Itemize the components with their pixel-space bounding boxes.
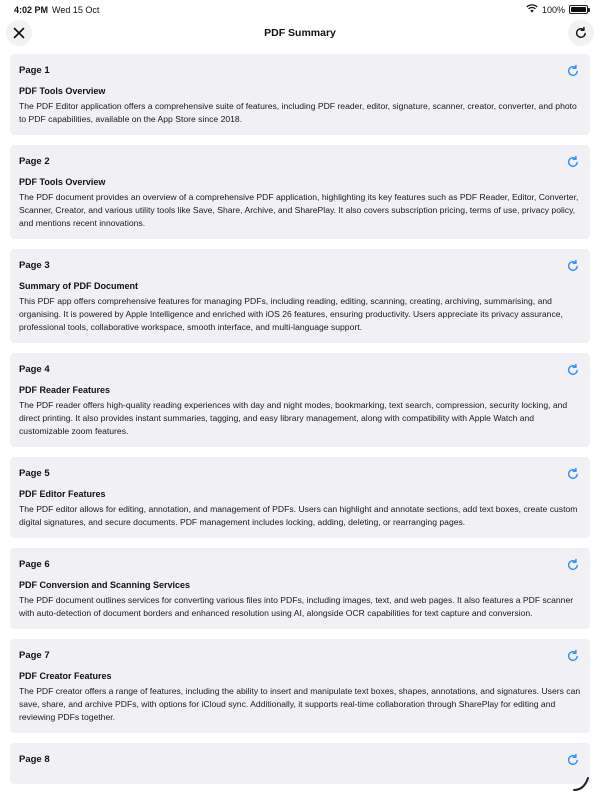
summary-title: PDF Reader Features [19,385,111,395]
page-title: PDF Summary [264,27,336,39]
page-label: Page 8 [19,754,50,765]
summary-title: PDF Conversion and Scanning Services [19,580,191,590]
regenerate-icon[interactable] [566,259,580,273]
summary-text: The PDF document provides an overview of a comprehensive PDF application, highlighting its key features such as PDF Reader, Editor, Converter, Scanner, Creator, and various utility tools like Save, Share, Archive, and SharePlay. It also covers subscription pricing, terms of use, privacy policy, and mentions recent innovations. [19,192,579,228]
page-summary-card [10,54,590,135]
summary-text: This PDF app offers comprehensive features for managing PDFs, including reading, editing, scanning, creating, archiving, summarising, and organising. It is powered by Apple Intelligence and enriched with iOS 26 features, ensuring productivity. Users appreciate its privacy assurance, professional tools, collaborative workspace, smooth interface, and multi-language support. [19,296,563,332]
refresh-icon [574,26,588,40]
summary-title: PDF Editor Features [19,489,106,499]
page-label: Page 3 [19,260,50,271]
status-date: Wed 15 Oct [52,5,100,15]
summary-title: Summary of PDF Document [19,281,139,291]
status-time: 4:02 PM [14,5,49,15]
page-summary-card [10,145,590,239]
regenerate-icon[interactable] [566,155,580,169]
regenerate-icon[interactable] [566,649,580,663]
summary-text: The PDF document outlines services for converting various files into PDFs, including images, text, and web pages. It also features a PDF scanner with auto-detection of document borders and enhanced resolution using AI, alongside OCR capabilities for text capture and conversion. [19,595,574,618]
battery-icon [569,5,588,14]
battery-level [571,7,586,12]
status-indicators [526,4,588,15]
page-summary-card [10,548,590,629]
page-summary-card [10,743,590,784]
regenerate-icon[interactable] [566,467,580,481]
page-summary-list [10,54,590,794]
summary-text: The PDF editor allows for editing, annotation, and management of PDFs. Users can highlight and annotate sections, add text boxes, create custom digital signatures, and secure documents. PDF management includes locking, adding, deleting, or rearranging pages. [19,504,578,527]
regenerate-icon[interactable] [566,753,580,767]
resize-handle-icon[interactable] [570,772,592,794]
refresh-button[interactable] [568,20,594,46]
summary-title: PDF Tools Overview [19,86,106,96]
page-label: Page 5 [19,468,50,479]
page-label: Page 2 [19,156,50,167]
page-summary-card [10,639,590,733]
regenerate-icon[interactable] [566,363,580,377]
summary-text: The PDF Editor application offers a comprehensive suite of features, including PDF reader, editor, signature, scanner, creator, converter, and photo to PDF capabilities, available on the App Store since 2018. [19,101,577,124]
page-label: Page 6 [19,559,50,570]
page-summary-card [10,353,590,447]
page-summary-card [10,457,590,538]
page-label: Page 4 [19,364,50,375]
nav-bar [0,18,600,48]
status-bar [0,0,600,18]
regenerate-icon[interactable] [566,64,580,78]
page-label: Page 7 [19,650,50,661]
page-label: Page 1 [19,65,50,76]
summary-title: PDF Tools Overview [19,177,106,187]
wifi-icon [526,4,538,15]
summary-title: PDF Creator Features [19,671,112,681]
page-summary-card [10,249,590,343]
regenerate-icon[interactable] [566,558,580,572]
summary-text: The PDF reader offers high-quality reading experiences with day and night modes, bookmarking, text search, compression, security locking, and direct printing. It also provides instant summaries, tagging, and easy library management, along with compatibility with Apple Watch and customizable zoom features. [19,400,568,436]
battery-percent: 100% [541,4,565,15]
summary-text: The PDF creator offers a range of features, including the ability to insert and manipulate text boxes, shapes, annotations, and signatures. Users can save, share, and archive PDFs, with options for iCloud sync. Additionally, it supports real-time collaboration through SharePlay for editing and reviewing PDFs together. [19,686,581,722]
